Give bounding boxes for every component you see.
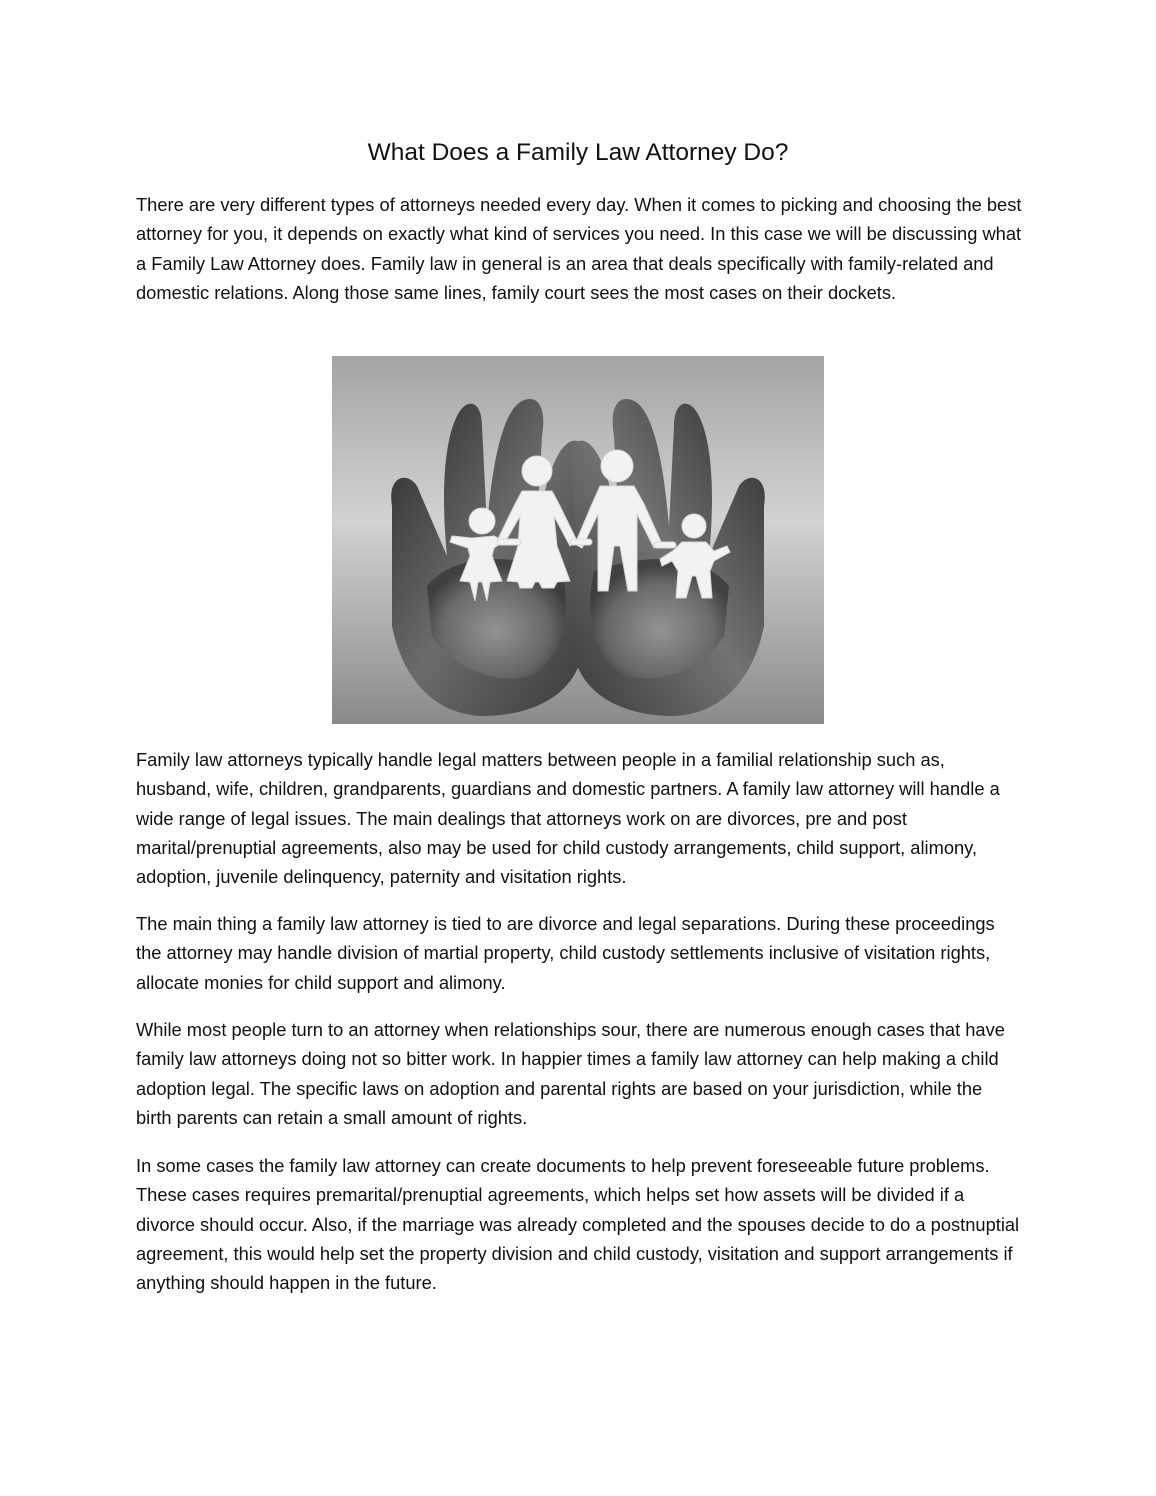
cupped-hands-paper-family-image (332, 356, 824, 724)
paragraph-divorce: The main thing a family law attorney is tied to are divorce and legal separations. During these proceedings the attorney may handle division of martial property, child custody settlements inclusive of visitation rights, allocate monies for child support and alimony. (136, 913, 995, 993)
page-title: What Does a Family Law Attorney Do? (367, 139, 789, 166)
paragraph-adoption: While most people turn to an attorney when relationships sour, there are numerous enough cases that have family law attorneys doing not so bitter work. In happier times a family law attorney can help making a child adoption legal. The specific laws on adoption and parental rights are based on your jurisdiction, while the birth parents can retain a small amount of rights. (136, 1019, 1005, 1128)
paragraph-prenuptial: In some cases the family law attorney can create documents to help prevent foreseeable future problems. These cases requires premarital/prenuptial agreements, which helps set how assets will be divided if a divorce should occur. Also, if the marriage was already completed and the spouses decide to do a postnuptial agreement, this would help set the property division and child custody, visitation and support arrangements if anything should happen in the future. (136, 1155, 1020, 1294)
paragraph-intro: There are very different types of attorneys needed every day. When it comes to picking and choosing the best attorney for you, it depends on exactly what kind of services you need. In this case we will be discussing what a Family Law Attorney does. Family law in general is an area that deals specifically with family-related and domestic relations. Along those same lines, family court sees the most cases on their dockets. (136, 194, 1022, 303)
paragraph-family-law-scope: Family law attorneys typically handle legal matters between people in a familial relationship such as, husband, wife, children, grandparents, guardians and domestic partners. A family law attorney will handle a wide range of legal issues. The main dealings that attorneys work on are divorces, pre and post marital/prenuptial agreements, also may be used for child custody arrangements, child support, alimony, adoption, juvenile delinquency, paternity and visitation rights. (136, 749, 1000, 888)
